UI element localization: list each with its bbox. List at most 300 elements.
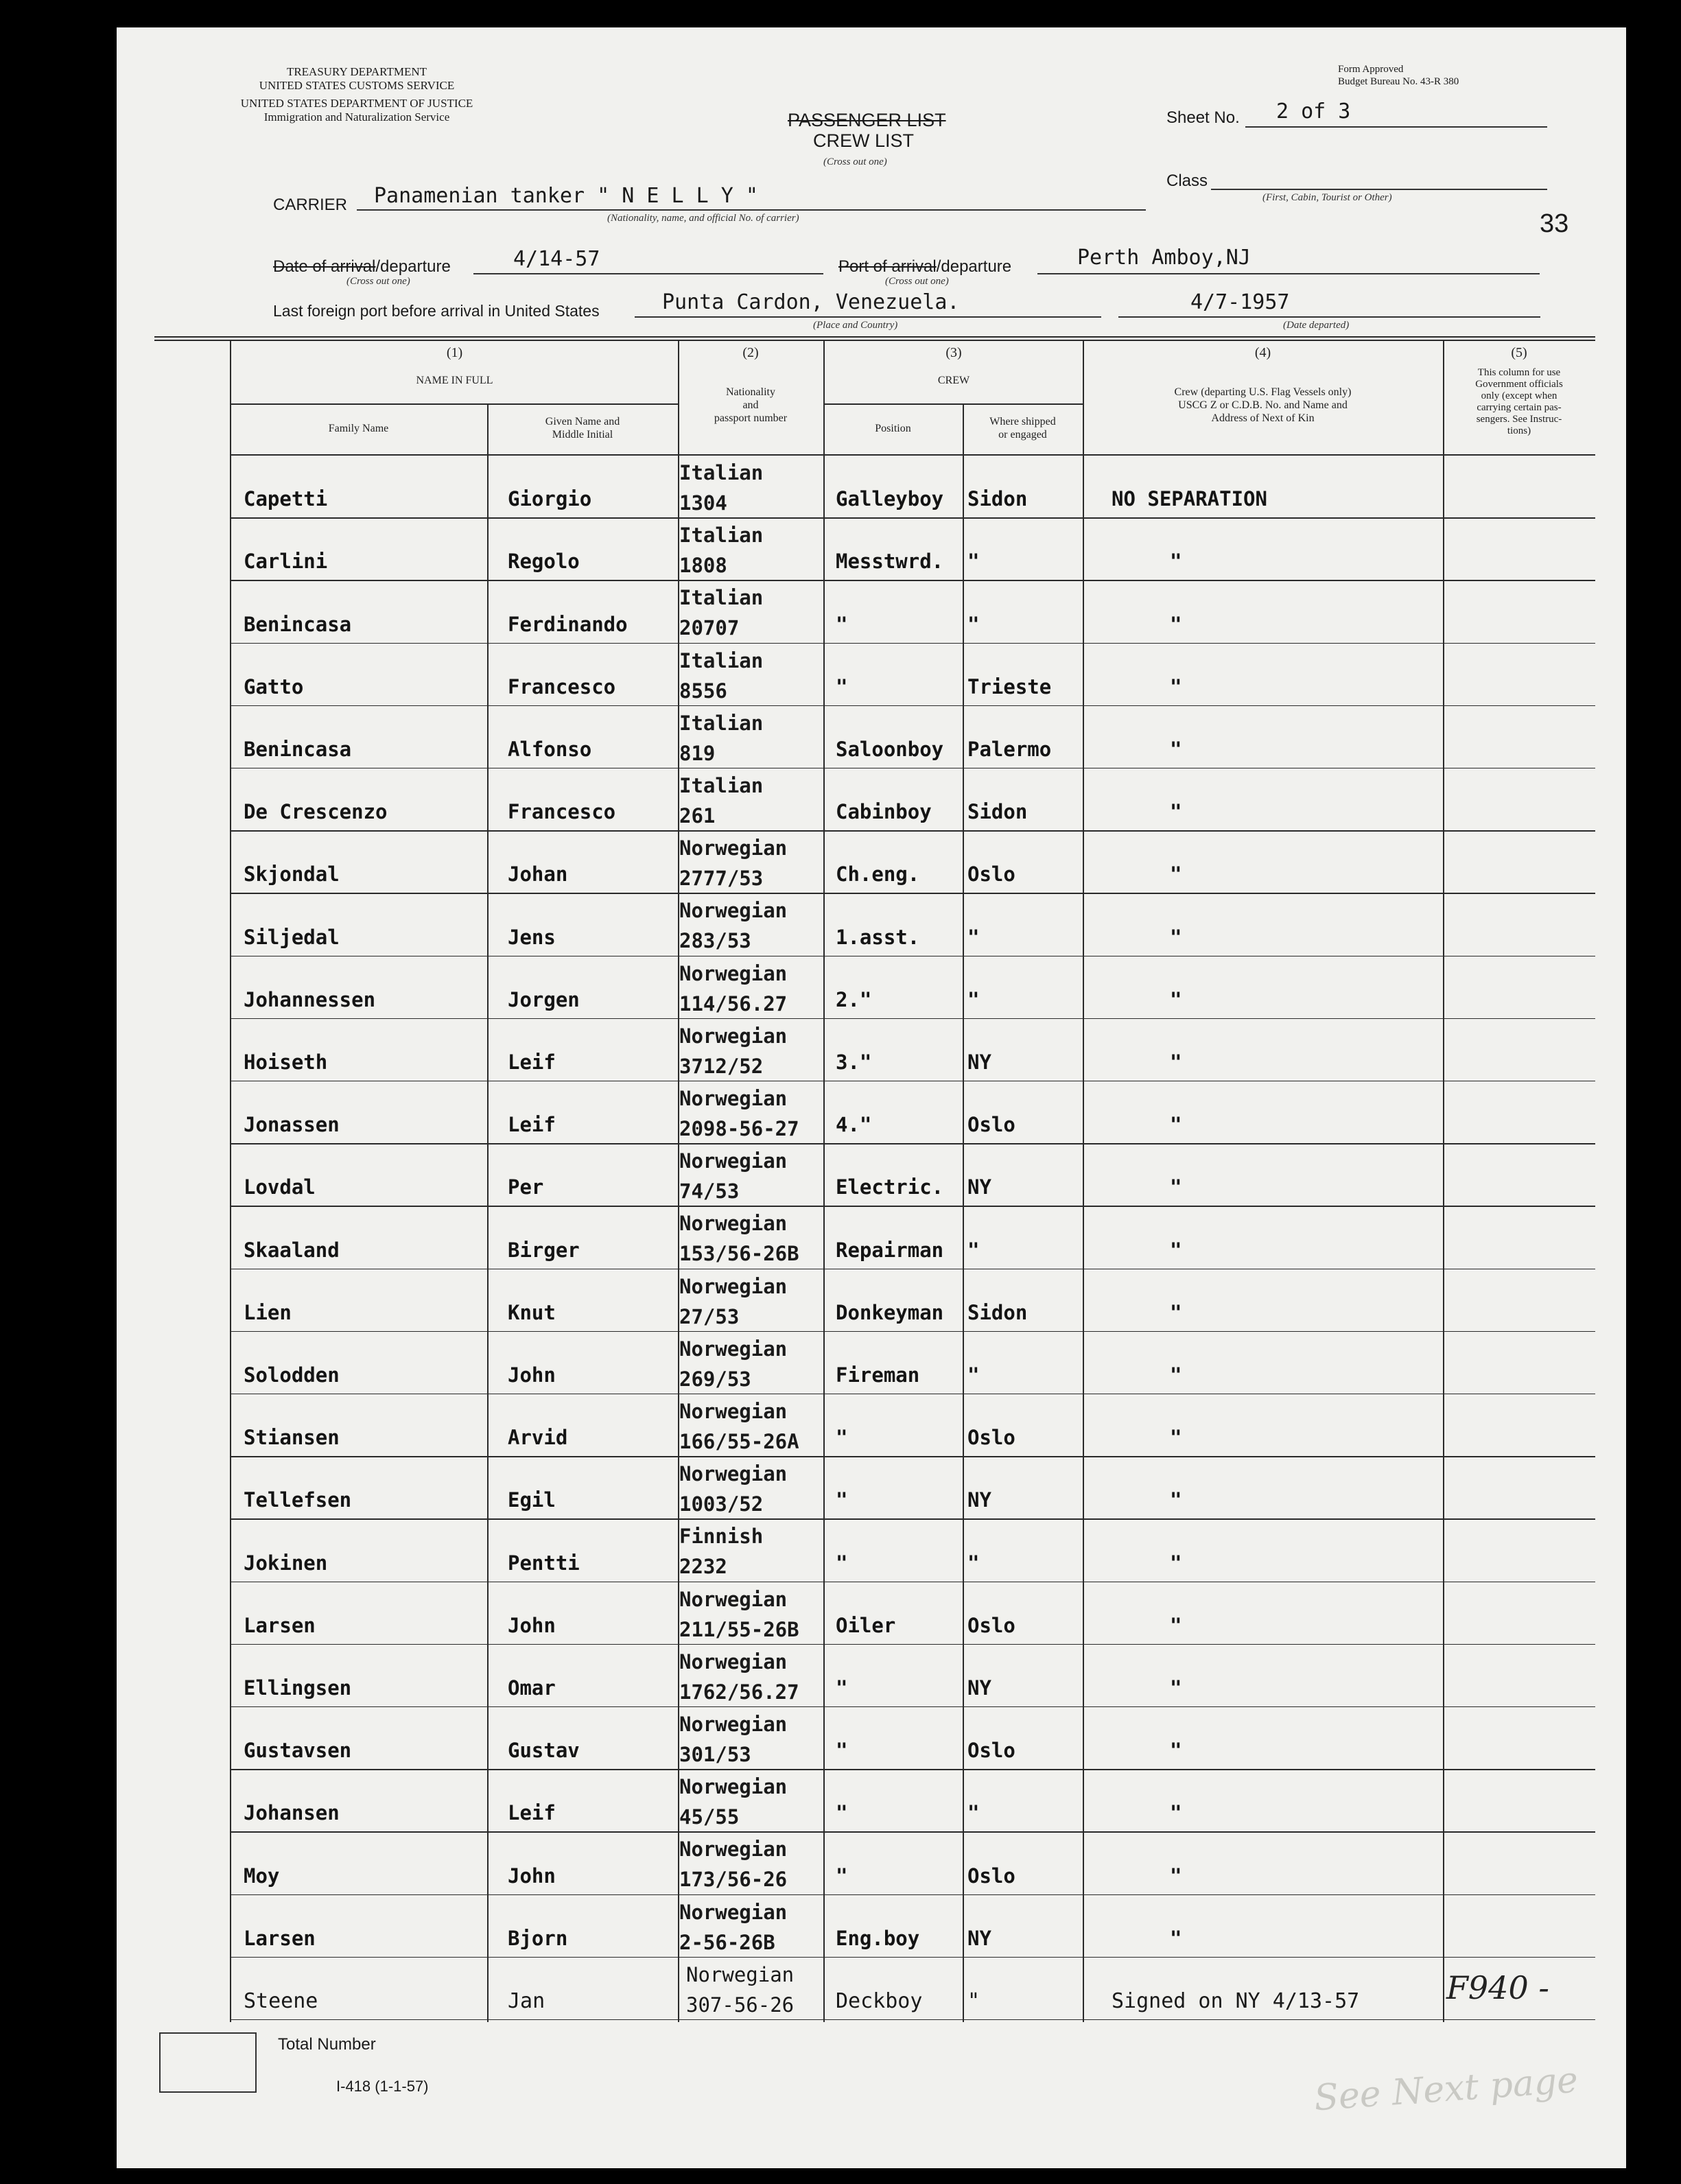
where-shipped: " [967, 925, 980, 949]
nationality-passport [679, 895, 787, 956]
table-row [0, 1896, 1681, 1958]
given-name: Omar [508, 1676, 556, 1700]
position: Electric. [836, 1175, 944, 1199]
next-of-kin: " [1170, 1363, 1182, 1387]
family-name: Carlini [244, 550, 328, 574]
table-subheader-rule-crew [823, 403, 1084, 405]
date-value: 4/14-57 [513, 247, 600, 271]
next-of-kin: NO SEPARATION [1112, 487, 1267, 511]
col2-title [678, 386, 823, 425]
where-shipped: Sidon [967, 1300, 1028, 1324]
last-port-label: Last foreign port before arrival in United States [273, 302, 600, 320]
agency-line-4: Immigration and Naturalization Service [263, 110, 450, 124]
total-number-label: Total Number [278, 2035, 376, 2054]
table-row [0, 1144, 1681, 1207]
col4-title [1083, 386, 1443, 425]
given-name: John [508, 1363, 556, 1387]
next-of-kin: " [1170, 1676, 1182, 1700]
given-name: Francesco [508, 800, 616, 824]
given-name: Pentti [508, 1551, 580, 1575]
nationality-passport [679, 1459, 787, 1519]
where-shipped-header-line-2: or engaged [998, 429, 1047, 441]
family-name: Benincasa [244, 612, 352, 636]
page-number: 33 [1540, 209, 1569, 238]
carrier-value: Panamenian tanker " N E L L Y " [374, 184, 758, 208]
table-row [0, 769, 1681, 832]
position: " [836, 1488, 848, 1512]
col5-title-line-4: carrying certain pas- [1477, 402, 1562, 413]
position: " [836, 1551, 848, 1575]
nationality-passport [679, 1334, 787, 1394]
where-shipped: " [967, 1363, 980, 1387]
position: Galleyboy [836, 487, 944, 511]
nationality-passport [679, 1772, 787, 1832]
nationality: Norwegian [679, 836, 788, 860]
family-name: Tellefsen [244, 1488, 352, 1512]
where-shipped: " [967, 987, 980, 1011]
position: 3." [836, 1050, 872, 1074]
family-name: Skjondal [244, 862, 340, 886]
col2-number: (2) [742, 345, 759, 360]
where-shipped: Oslo [967, 862, 1015, 886]
family-name: Benincasa [244, 737, 352, 761]
where-shipped-header-line-1: Where shipped [989, 416, 1056, 427]
date-departed-caption: (Date departed) [1283, 320, 1350, 331]
passport-number: 283/53 [679, 929, 751, 953]
date-departed-value: 4/7-1957 [1190, 290, 1290, 314]
given-name: Knut [508, 1300, 556, 1324]
where-shipped: " [967, 1551, 980, 1575]
nationality: Norwegian [679, 1775, 788, 1799]
nationality-passport [679, 646, 763, 706]
table-row [0, 957, 1681, 1020]
col2-title-line-1: Nationality [726, 386, 775, 398]
family-name: Larsen [244, 1926, 316, 1950]
given-name: Birger [508, 1238, 580, 1262]
family-name: De Crescenzo [244, 800, 388, 824]
table-row [0, 519, 1681, 581]
col4-number: (4) [1254, 345, 1271, 360]
table-row [0, 581, 1681, 644]
table-row [0, 1770, 1681, 1833]
position: 2." [836, 987, 872, 1011]
position: " [836, 1864, 848, 1888]
passport-number: 1003/52 [679, 1492, 764, 1516]
where-shipped: " [967, 1238, 980, 1262]
passport-number: 2777/53 [679, 867, 764, 891]
carrier-label: CARRIER [273, 196, 348, 214]
col1-title: NAME IN FULL [416, 375, 493, 386]
nationality: Finnish [679, 1525, 764, 1549]
nationality: Norwegian [679, 899, 788, 923]
class-caption: (First, Cabin, Tourist or Other) [1262, 192, 1392, 203]
family-name: Capetti [244, 487, 328, 511]
passport-number: 301/53 [679, 1743, 751, 1766]
nationality: Norwegian [679, 961, 788, 985]
port-cross-out-caption: (Cross out one) [885, 276, 949, 287]
where-shipped: Oslo [967, 1864, 1015, 1888]
given-name-header-line-1: Given Name and [545, 416, 620, 427]
nationality: Italian [679, 461, 764, 484]
position: " [836, 1801, 848, 1825]
family-name: Skaaland [244, 1238, 340, 1262]
where-shipped: NY [967, 1175, 991, 1199]
nationality: Norwegian [679, 1713, 788, 1736]
col5-title-line-2: Government officials [1475, 379, 1563, 390]
table-row [0, 1207, 1681, 1269]
nationality-passport [679, 1146, 787, 1206]
given-name: Per [508, 1175, 544, 1199]
table-row [0, 1958, 1681, 2021]
family-name-header: Family Name [328, 423, 389, 434]
passport-number: 269/53 [679, 1367, 751, 1391]
position: Repairman [836, 1238, 944, 1262]
where-shipped: NY [967, 1488, 991, 1512]
table-row [0, 1082, 1681, 1144]
table-row [0, 1708, 1681, 1770]
nationality: Norwegian [679, 1337, 788, 1361]
last-port-caption: (Place and Country) [813, 320, 898, 331]
passenger-list-title: PASSENGER LIST [788, 110, 946, 130]
passport-number: 8556 [679, 679, 727, 703]
nationality: Norwegian [679, 1149, 788, 1173]
col5-number: (5) [1511, 345, 1527, 360]
row-divider [230, 2019, 1595, 2021]
nationality-passport [679, 1021, 787, 1081]
nationality-passport [679, 1834, 787, 1894]
col5-title-line-1: This column for use [1477, 367, 1561, 378]
where-shipped-header [963, 415, 1083, 441]
nationality-passport [686, 1960, 794, 2020]
nationality-passport [679, 1584, 799, 1645]
nationality-passport [679, 1647, 799, 1707]
where-shipped: Oslo [967, 1613, 1015, 1637]
next-of-kin: " [1170, 1488, 1182, 1512]
passport-number: 2098-56-27 [679, 1117, 799, 1140]
col5-title-line-5: sengers. See Instruc- [1476, 414, 1562, 425]
position: " [836, 674, 848, 698]
handwritten-code: F940 - [1446, 1969, 1549, 2006]
col1-number: (1) [446, 345, 463, 360]
next-of-kin: " [1170, 862, 1182, 886]
nationality: Norwegian [679, 1400, 788, 1423]
given-name: Gustav [508, 1739, 580, 1763]
given-name: Johan [508, 862, 568, 886]
port-label-struck: Port of arrival [838, 257, 937, 276]
nationality-passport [679, 1396, 799, 1457]
position: " [836, 612, 848, 636]
nationality-passport [679, 833, 787, 893]
given-name: Ferdinando [508, 612, 628, 636]
passport-number: 211/55-26B [679, 1617, 799, 1641]
where-shipped: Oslo [967, 1426, 1015, 1450]
table-row [0, 832, 1681, 894]
carrier-underline [357, 209, 1146, 211]
nationality-passport [679, 583, 763, 643]
nationality: Norwegian [679, 1900, 788, 1924]
passport-number: 3712/52 [679, 1054, 764, 1078]
passport-number: 173/56-26 [679, 1868, 788, 1892]
nationality: Norwegian [679, 1024, 788, 1048]
passport-number: 819 [679, 741, 716, 765]
table-header-bottom [230, 454, 1595, 456]
passport-number: 1762/56.27 [679, 1680, 799, 1704]
nationality-passport [679, 1897, 787, 1958]
passport-number: 27/53 [679, 1304, 740, 1328]
where-shipped: Palermo [967, 737, 1052, 761]
nationality-passport [679, 520, 763, 580]
nationality-passport [679, 1521, 763, 1582]
crew-list-title: CREW LIST [813, 130, 915, 151]
where-shipped: " [967, 1801, 980, 1825]
class-label: Class [1166, 172, 1208, 190]
given-name: Jens [508, 925, 556, 949]
table-row [0, 1583, 1681, 1645]
position: Eng.boy [836, 1926, 920, 1950]
nationality-passport [679, 771, 763, 831]
position: Oiler [836, 1613, 896, 1637]
where-shipped: " [967, 1988, 980, 2013]
position: Deckboy [836, 1988, 923, 2013]
nationality: Italian [679, 711, 764, 735]
date-underline [473, 273, 823, 274]
nationality-passport [679, 1709, 787, 1770]
date-cross-out-caption: (Cross out one) [346, 276, 410, 287]
next-of-kin: Signed on NY 4/13-57 [1112, 1988, 1360, 2013]
given-name-header-line-2: Middle Initial [552, 429, 613, 441]
col5-title-line-6: tions) [1507, 425, 1531, 436]
table-subheader-rule-name [230, 403, 679, 405]
position: " [836, 1676, 848, 1700]
given-name-header [487, 415, 678, 441]
table-row [0, 894, 1681, 956]
nationality: Italian [679, 774, 764, 797]
header-rule-1 [154, 336, 1595, 338]
table-row [0, 1332, 1681, 1395]
family-name: Siljedal [244, 925, 340, 949]
table-row [0, 1020, 1681, 1082]
agency-line-3: UNITED STATES DEPARTMENT OF JUSTICE [240, 97, 473, 110]
next-of-kin: " [1170, 550, 1182, 574]
next-of-kin: " [1170, 800, 1182, 824]
family-name: Johannessen [244, 987, 376, 1011]
next-of-kin: " [1170, 1551, 1182, 1575]
col3-number: (3) [945, 345, 962, 360]
next-of-kin: " [1170, 1238, 1182, 1262]
nationality-passport [679, 959, 787, 1019]
position: 1.asst. [836, 925, 920, 949]
where-shipped: NY [967, 1050, 991, 1074]
passport-number: 153/56-26B [679, 1242, 799, 1266]
table-row [0, 707, 1681, 769]
passport-number: 45/55 [679, 1805, 740, 1829]
given-name: Jan [508, 1988, 545, 2013]
next-of-kin: " [1170, 1739, 1182, 1763]
nationality: Norwegian [686, 1962, 795, 1986]
position: Cabinboy [836, 800, 932, 824]
passport-number: 1808 [679, 554, 727, 578]
family-name: Hoiseth [244, 1050, 328, 1074]
nationality: Norwegian [679, 1212, 788, 1236]
table-row [0, 1270, 1681, 1332]
given-name: Alfonso [508, 737, 592, 761]
position: " [836, 1426, 848, 1450]
given-name: Bjorn [508, 1926, 568, 1950]
family-name: Solodden [244, 1363, 340, 1387]
next-of-kin: " [1170, 612, 1182, 636]
next-of-kin: " [1170, 1050, 1182, 1074]
family-name: Johansen [244, 1801, 340, 1825]
position: Ch.eng. [836, 862, 920, 886]
family-name: Jonassen [244, 1113, 340, 1137]
nationality-passport [679, 1271, 787, 1332]
port-label [838, 257, 1011, 277]
nationality: Norwegian [679, 1274, 788, 1298]
family-name: Lovdal [244, 1175, 316, 1199]
last-port-underline [635, 316, 1101, 318]
nationality-passport [679, 1083, 799, 1144]
nationality: Norwegian [679, 1462, 788, 1486]
list-cross-out-caption: (Cross out one) [823, 156, 887, 167]
next-of-kin: " [1170, 1926, 1182, 1950]
col3-title: CREW [937, 375, 970, 386]
sheet-value: 2 of 3 [1276, 99, 1351, 124]
family-name: Gustavsen [244, 1739, 352, 1763]
form-approved-line-1: Form Approved [1338, 64, 1404, 75]
next-of-kin: " [1170, 674, 1182, 698]
position: 4." [836, 1113, 872, 1137]
where-shipped: " [967, 550, 980, 574]
next-of-kin: " [1170, 1613, 1182, 1637]
family-name: Larsen [244, 1613, 316, 1637]
agency-line-2: UNITED STATES CUSTOMS SERVICE [259, 79, 455, 92]
position: Donkeyman [836, 1300, 944, 1324]
col4-title-line-2: USCG Z or C.D.B. No. and Name and [1178, 399, 1348, 411]
nationality: Norwegian [679, 1837, 788, 1862]
date-label-struck: Date of arrival [273, 257, 376, 276]
next-of-kin: " [1170, 1113, 1182, 1137]
next-of-kin: " [1170, 737, 1182, 761]
port-underline [1037, 273, 1540, 274]
passport-number: 2232 [679, 1555, 727, 1579]
form-number: I-418 (1-1-57) [336, 2078, 429, 2095]
given-name: Jorgen [508, 987, 580, 1011]
position: Fireman [836, 1363, 920, 1387]
passport-number: 114/56.27 [679, 991, 788, 1015]
nationality: Italian [679, 524, 764, 548]
date-label-rest: /departure [375, 257, 451, 276]
col4-title-line-3: Address of Next of Kin [1211, 412, 1315, 424]
nationality: Italian [679, 648, 764, 672]
passport-number: 166/55-26A [679, 1430, 799, 1453]
table-row [0, 1833, 1681, 1895]
given-name: Francesco [508, 674, 616, 698]
next-of-kin: " [1170, 1175, 1182, 1199]
col2-title-line-3: passport number [714, 412, 788, 424]
next-of-kin: " [1170, 987, 1182, 1011]
next-of-kin: " [1170, 1864, 1182, 1888]
family-name: Stiansen [244, 1426, 340, 1450]
family-name: Moy [244, 1864, 280, 1888]
date-departed-underline [1118, 316, 1540, 318]
nationality: Italian [679, 586, 764, 610]
given-name: Arvid [508, 1426, 568, 1450]
handwritten-note: See Next page [1313, 2059, 1579, 2120]
where-shipped: Oslo [967, 1113, 1015, 1137]
col5-title-line-3: only (except when [1481, 390, 1557, 401]
col5-title [1443, 367, 1595, 437]
next-of-kin: " [1170, 1426, 1182, 1450]
port-value: Perth Amboy,NJ [1077, 246, 1251, 270]
nationality-passport [679, 708, 763, 768]
where-shipped: NY [967, 1926, 991, 1950]
nationality: Norwegian [679, 1587, 788, 1611]
sheet-underline [1245, 126, 1547, 128]
family-name: Gatto [244, 674, 304, 698]
given-name: Leif [508, 1113, 556, 1137]
passport-number: 20707 [679, 616, 740, 640]
class-underline [1211, 189, 1547, 190]
next-of-kin: " [1170, 1300, 1182, 1324]
table-row [0, 1520, 1681, 1582]
given-name: John [508, 1864, 556, 1888]
nationality: Norwegian [679, 1087, 788, 1110]
last-port-value: Punta Cardon, Venezuela. [662, 290, 960, 314]
date-label [273, 257, 451, 277]
port-label-rest: /departure [936, 257, 1012, 276]
nationality-passport [679, 458, 763, 518]
passport-number: 261 [679, 804, 716, 827]
header-rule-2 [154, 340, 1595, 341]
given-name: Leif [508, 1050, 556, 1074]
where-shipped: NY [967, 1676, 991, 1700]
position: Saloonboy [836, 737, 944, 761]
passport-number: 2-56-26B [679, 1930, 775, 1954]
where-shipped: Trieste [967, 674, 1052, 698]
where-shipped: " [967, 612, 980, 636]
agency-block [175, 65, 539, 124]
position: Messtwrd. [836, 550, 944, 574]
table-row [0, 1457, 1681, 1520]
table-row [0, 644, 1681, 707]
next-of-kin: " [1170, 1801, 1182, 1825]
given-name: John [508, 1613, 556, 1637]
family-name: Ellingsen [244, 1676, 352, 1700]
table-row [0, 456, 1681, 519]
given-name: Leif [508, 1801, 556, 1825]
agency-line-1: TREASURY DEPARTMENT [286, 65, 427, 78]
position-header: Position [875, 423, 911, 434]
col4-title-line-1: Crew (departing U.S. Flag Vessels only) [1174, 386, 1352, 398]
total-number-box [159, 2032, 257, 2093]
nationality-passport [679, 1208, 799, 1269]
form-approved-line-2: Budget Bureau No. 43-R 380 [1338, 76, 1459, 87]
table-row [0, 1395, 1681, 1457]
passport-number: 74/53 [679, 1179, 740, 1203]
passport-number: 307-56-26 [686, 1993, 795, 2017]
given-name: Egil [508, 1488, 556, 1512]
carrier-caption: (Nationality, name, and official No. of carrier) [607, 213, 799, 224]
passport-number: 1304 [679, 491, 727, 515]
form-approved [1338, 63, 1459, 88]
where-shipped: Sidon [967, 487, 1028, 511]
nationality: Norwegian [679, 1649, 788, 1674]
given-name: Giorgio [508, 487, 592, 511]
where-shipped: Sidon [967, 800, 1028, 824]
next-of-kin: " [1170, 925, 1182, 949]
where-shipped: Oslo [967, 1739, 1015, 1763]
family-name: Lien [244, 1300, 292, 1324]
